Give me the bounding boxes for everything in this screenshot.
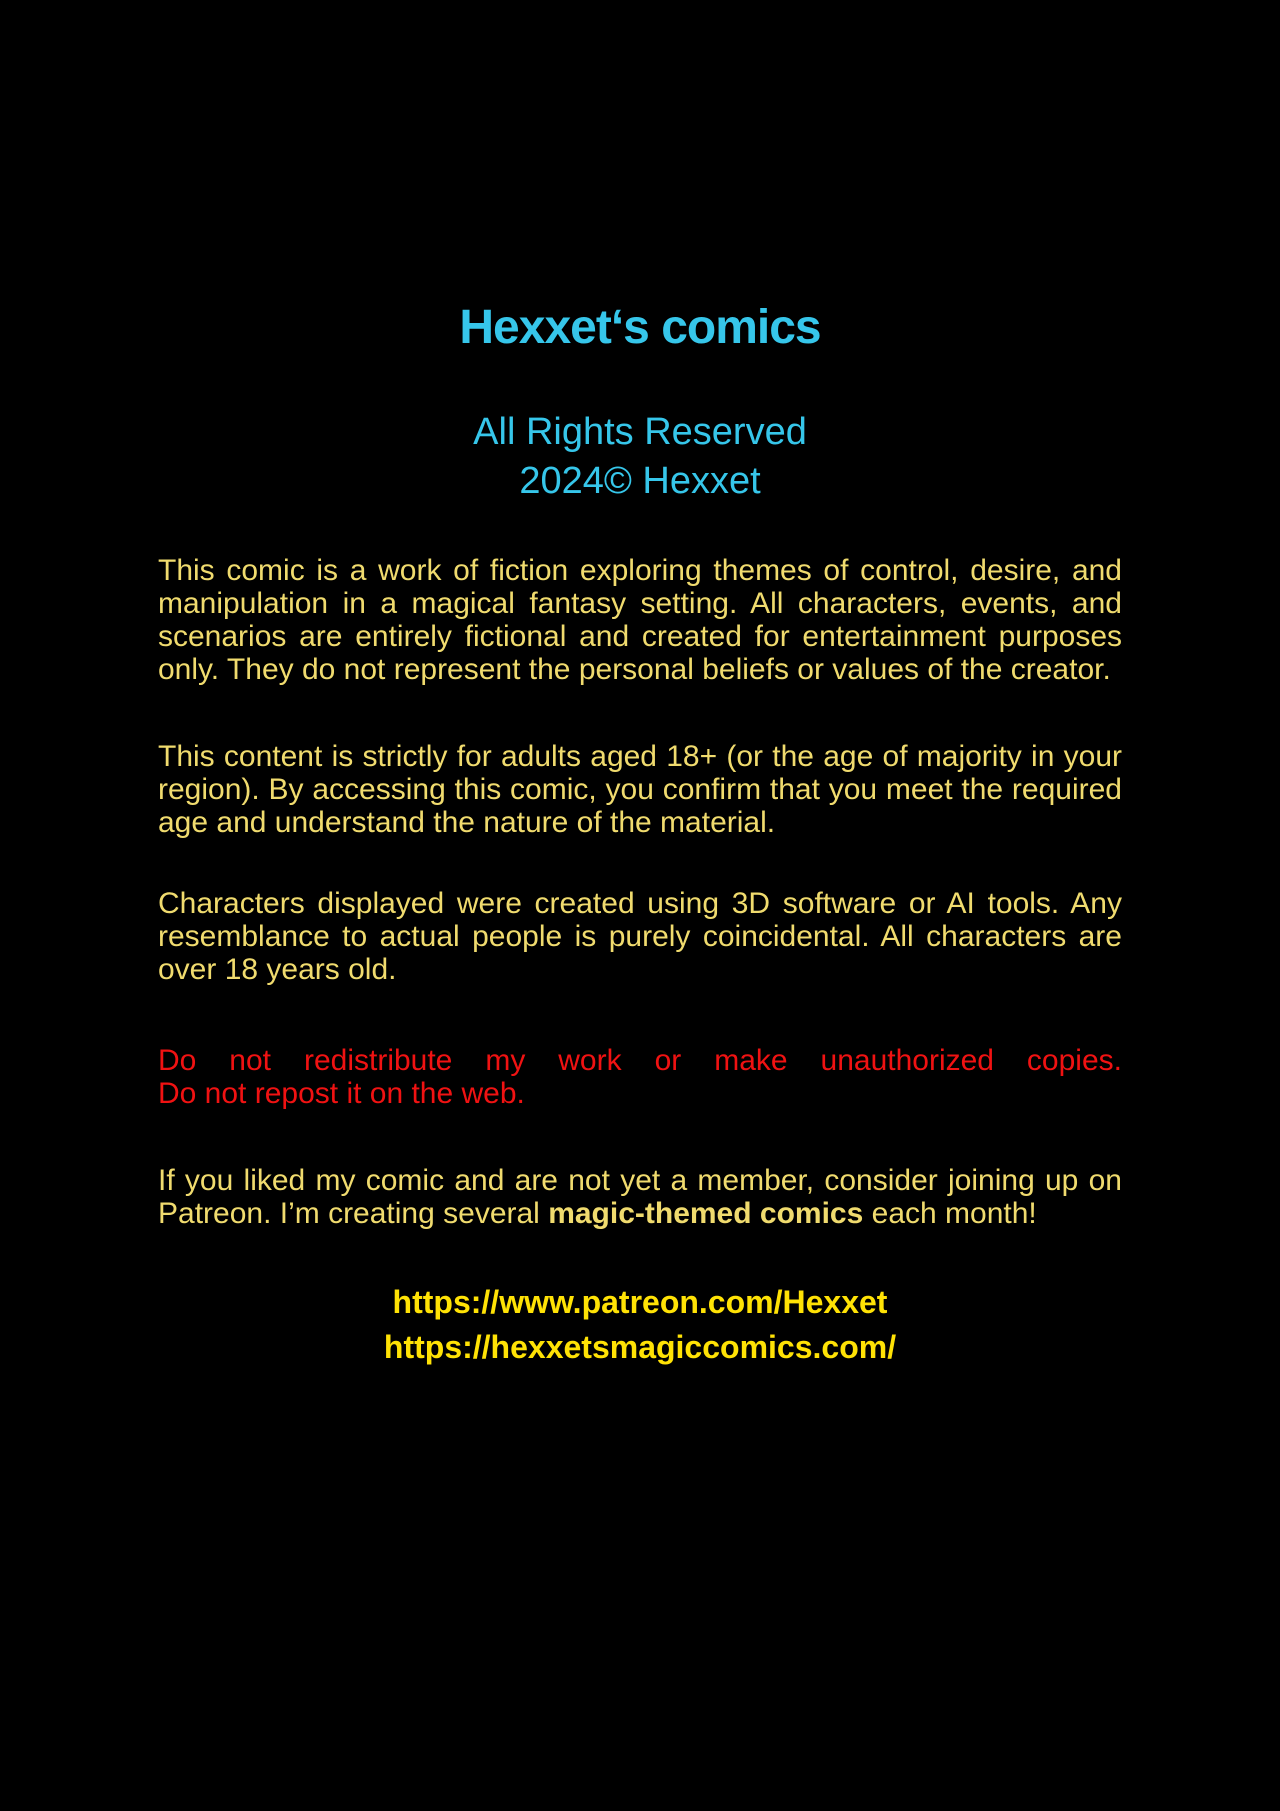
paragraph-age-restriction: This content is strictly for adults aged 18+ (or the age of majority in your region). By accessing this comic, you confirm that you meet the required age and understand the nature of the material. bbox=[158, 740, 1122, 839]
redistribution-warning bbox=[158, 1044, 1122, 1110]
warning-line-2: Do not repost it on the web. bbox=[158, 1077, 525, 1110]
paragraph-ai-disclaimer: Characters displayed were created using 3D software or AI tools. Any resemblance to actual people is purely coincidental. All characters are over 18 years old. bbox=[158, 887, 1122, 986]
promo-text-post: each month! bbox=[863, 1197, 1037, 1230]
patreon-url-link[interactable]: https://www.patreon.com/Hexxet bbox=[392, 1284, 888, 1320]
promo-text-pre: If you liked my comic and are not yet a member, consider joining up on Patreon. I’m creating several bbox=[158, 1164, 1122, 1230]
website-url-link[interactable]: https://hexxetsmagiccomics.com/ bbox=[383, 1329, 897, 1365]
paragraph-patreon-promo bbox=[158, 1164, 1122, 1230]
promo-text-highlight: magic-themed comics bbox=[548, 1197, 864, 1230]
links-block bbox=[158, 1280, 1122, 1370]
paragraph-fiction-disclaimer: This comic is a work of fiction exploring themes of control, desire, and manipulation in a magical fantasy setting. All characters, events, and scenarios are entirely fictional and created for entertainment purposes only. They do not represent the personal beliefs or values of the creator. bbox=[158, 554, 1122, 686]
warning-line-1: Do not redistribute my work or make unauthorized copies. bbox=[158, 1044, 1122, 1077]
copyright-block bbox=[158, 408, 1122, 506]
content-column bbox=[158, 0, 1122, 1370]
copyright-year-line: 2024© Hexxet bbox=[519, 460, 761, 502]
rights-reserved-line: All Rights Reserved bbox=[473, 411, 807, 453]
page-title: Hexxet‘s comics bbox=[459, 301, 821, 354]
